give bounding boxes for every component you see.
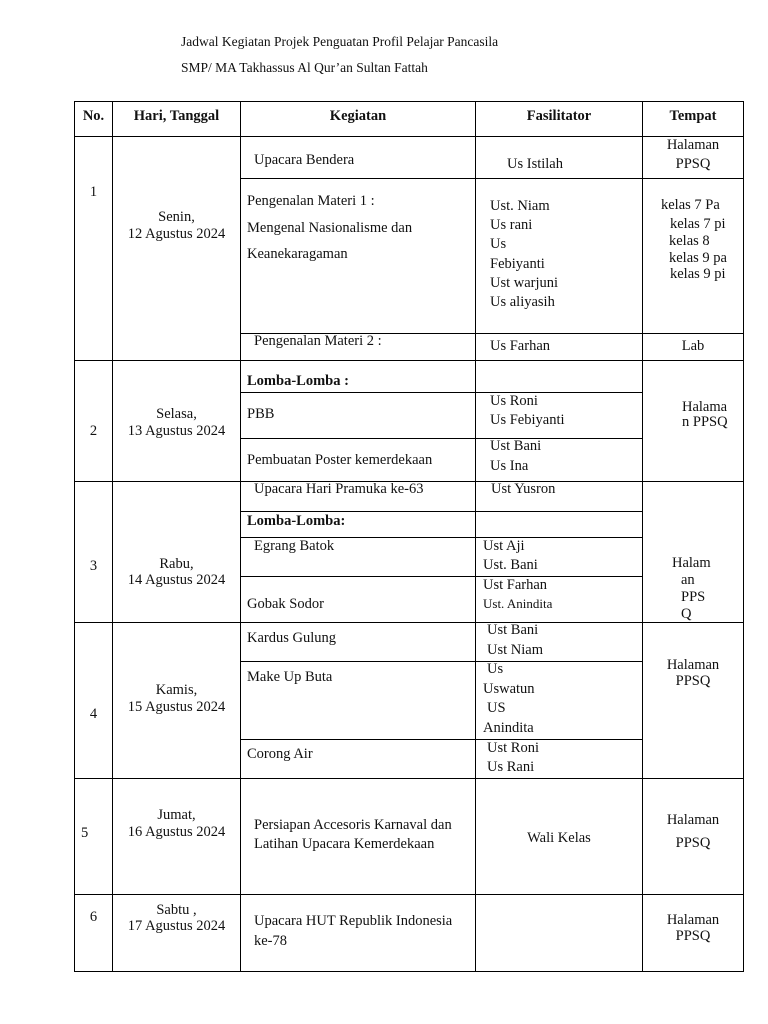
facilitator-name: Ust warjuni xyxy=(490,275,559,291)
row-day: Rabu, xyxy=(159,556,194,572)
row-day: Senin, xyxy=(158,209,195,225)
activity-label: Keanekaragaman xyxy=(247,246,348,262)
facilitator-name: Wali Kelas xyxy=(527,830,591,846)
facilitator-name: Ust Bani xyxy=(487,622,539,638)
facilitator-name: Ust. Bani xyxy=(483,557,538,573)
activity-label: Upacara HUT Republik Indonesia xyxy=(254,913,453,929)
document-title: Jadwal Kegiatan Projek Penguatan Profil Pelajar Pancasila xyxy=(181,34,499,49)
place-label: kelas 7 Pa xyxy=(661,197,720,213)
facilitator-name: Us Rani xyxy=(487,759,535,775)
place-label: PPSQ xyxy=(675,156,711,172)
facilitator-name: Us rani xyxy=(490,217,533,233)
facilitator-name: Ust. Anindita xyxy=(483,596,553,611)
activity-label: Make Up Buta xyxy=(247,669,333,685)
row-day: Selasa, xyxy=(156,406,197,422)
row-date: 16 Agustus 2024 xyxy=(127,824,226,840)
facilitator-name: Ust. Niam xyxy=(490,198,550,214)
place-label: Halaman xyxy=(666,657,720,673)
facilitator-name: Anindita xyxy=(483,720,534,736)
facilitator-name: Ust Niam xyxy=(487,642,543,658)
document-subtitle: SMP/ MA Takhassus Al Qur’an Sultan Fattah xyxy=(181,60,428,75)
activity-label: Mengenal Nasionalisme dan xyxy=(247,220,413,236)
row-date: 15 Agustus 2024 xyxy=(127,699,226,715)
facilitator-name: Us Roni xyxy=(490,393,538,409)
place-label: kelas 8 xyxy=(669,233,710,249)
activity-label: Persiapan Accesoris Karnaval dan xyxy=(254,817,452,833)
place-label: an xyxy=(681,572,695,588)
facilitator-name: Ust Bani xyxy=(490,438,542,454)
activity-label: Pengenalan Materi 1 : xyxy=(247,193,375,209)
activity-label: Pengenalan Materi 2 : xyxy=(254,333,382,349)
row-day: Sabtu , xyxy=(156,902,197,918)
place-label: Halama xyxy=(682,399,728,415)
place-label: n PPSQ xyxy=(682,414,728,430)
column-header-facilitator: Fasilitator xyxy=(526,108,592,124)
activity-label: Lomba-Lomba: xyxy=(247,513,346,529)
row-number: 6 xyxy=(89,909,98,925)
facilitator-name: Us xyxy=(487,661,504,677)
place-label: PPS xyxy=(681,589,706,605)
row-number: 3 xyxy=(89,558,98,574)
row-date: 12 Agustus 2024 xyxy=(127,226,226,242)
facilitator-name: Us Febiyanti xyxy=(490,412,565,428)
facilitator-name: Ust Aji xyxy=(483,538,525,554)
row-number: 4 xyxy=(89,706,98,722)
facilitator-name: US xyxy=(487,700,506,716)
place-label: PPSQ xyxy=(675,835,711,851)
activity-label: PBB xyxy=(247,406,275,422)
activity-label: Egrang Batok xyxy=(254,538,335,554)
activity-label: Upacara Hari Pramuka ke-63 xyxy=(254,481,424,497)
facilitator-name: Us xyxy=(490,236,507,252)
facilitator-name: Us Istilah xyxy=(507,156,563,172)
facilitator-name: Us Ina xyxy=(490,458,529,474)
activity-label: ke-78 xyxy=(254,933,288,949)
facilitator-name: Febiyanti xyxy=(490,256,545,272)
place-label: Halaman xyxy=(666,912,720,928)
activity-label: Corong Air xyxy=(247,746,313,762)
facilitator-name: Us aliyasih xyxy=(490,294,555,310)
activity-label: Gobak Sodor xyxy=(247,596,324,612)
row-date: 14 Agustus 2024 xyxy=(127,572,226,588)
facilitator-name: Ust Roni xyxy=(487,740,539,756)
column-header-day: Hari, Tanggal xyxy=(133,108,220,124)
place-label: kelas 9 pi xyxy=(670,266,726,282)
place-label: Halam xyxy=(672,555,711,571)
row-number: 2 xyxy=(89,423,98,439)
row-number: 1 xyxy=(89,184,98,200)
row-day: Jumat, xyxy=(157,807,196,823)
activity-label: Kardus Gulung xyxy=(247,630,337,646)
facilitator-name: Ust Farhan xyxy=(483,577,548,593)
place-label: PPSQ xyxy=(675,928,711,944)
place-label: Q xyxy=(681,606,692,622)
column-header-activity: Kegiatan xyxy=(329,108,387,124)
place-label: kelas 7 pi xyxy=(670,216,726,232)
row-date: 17 Agustus 2024 xyxy=(127,918,226,934)
column-header-no: No. xyxy=(82,108,105,124)
facilitator-name: Uswatun xyxy=(483,681,535,697)
row-date: 13 Agustus 2024 xyxy=(127,423,226,439)
facilitator-name: Ust Yusron xyxy=(491,481,556,497)
column-header-place: Tempat xyxy=(669,108,717,124)
place-label: Halaman xyxy=(666,137,720,153)
activity-label: Pembuatan Poster kemerdekaan xyxy=(247,452,433,468)
place-label: PPSQ xyxy=(675,673,711,689)
place-label: kelas 9 pa xyxy=(669,250,727,266)
place-label: Halaman xyxy=(666,812,720,828)
facilitator-name: Us Farhan xyxy=(490,338,551,354)
row-number: 5 xyxy=(81,825,89,841)
activity-label: Upacara Bendera xyxy=(254,152,355,168)
place-label: Lab xyxy=(681,338,705,354)
row-day: Kamis, xyxy=(155,682,198,698)
activity-label: Lomba-Lomba : xyxy=(247,373,349,389)
activity-label: Latihan Upacara Kemerdekaan xyxy=(254,836,435,852)
